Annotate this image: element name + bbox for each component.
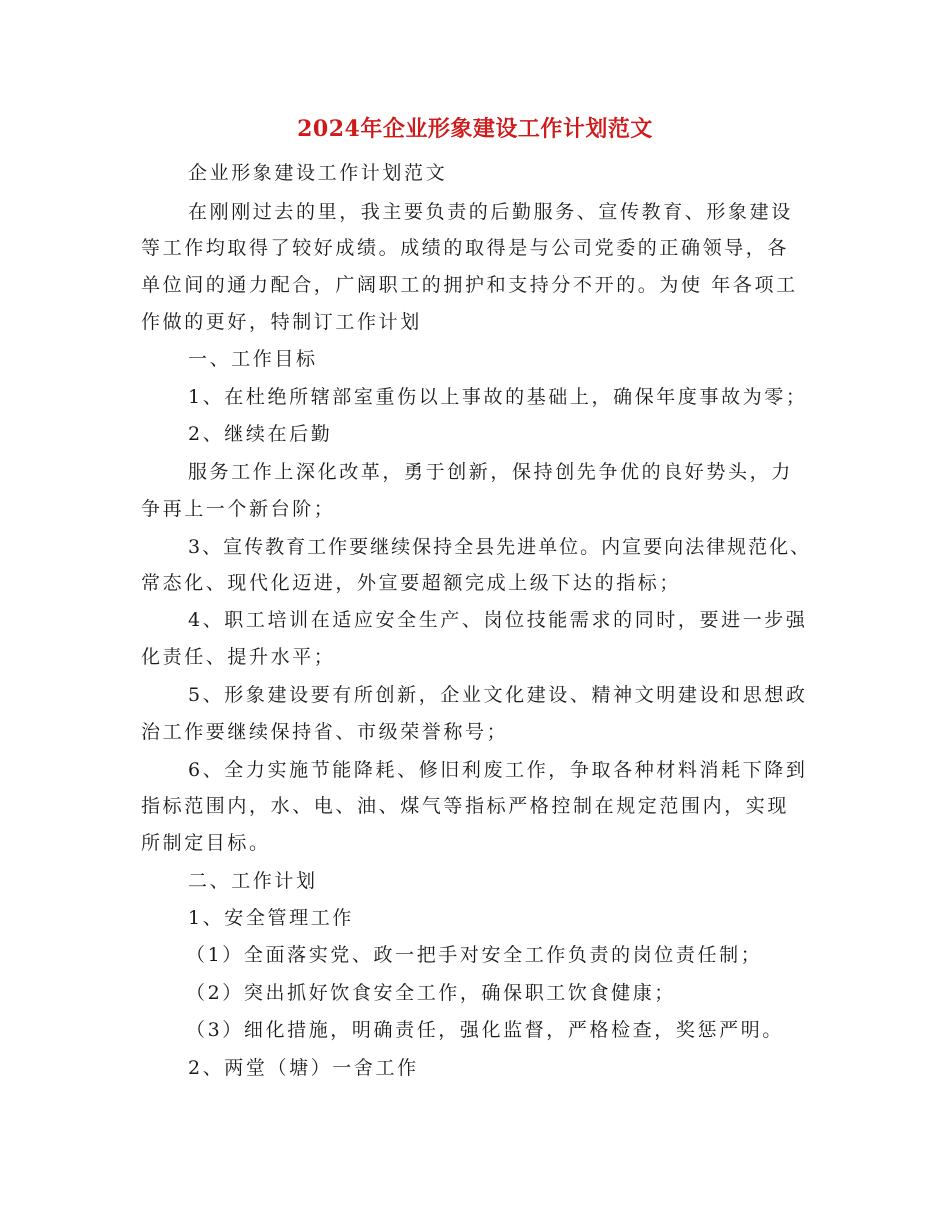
sub-list-item: （2）突出抓好饮食安全工作，确保职工饮食健康； <box>186 982 676 1004</box>
list-item: 5、形象建设要有所创新，企业文化建设、精神文明建设和思想政 <box>188 684 808 706</box>
paragraph-line: 单位间的通力配合，广阔职工的拥护和支持分不开的。为使 年各项工 <box>141 274 798 296</box>
section-heading: 二、工作计划 <box>188 870 318 892</box>
section-heading: 一、工作目标 <box>188 348 318 370</box>
list-item: 2、两堂（塘）一舍工作 <box>188 1057 419 1079</box>
paragraph-line: 化责任、提升水平； <box>141 646 336 668</box>
paragraph-line: 所制定目标。 <box>141 832 271 854</box>
paragraph-line: 企业形象建设工作计划范文 <box>188 162 448 184</box>
paragraph-line: 等工作均取得了较好成绩。成绩的取得是与公司党委的正确领导，各 <box>141 237 790 259</box>
paragraph-line: 服务工作上深化改革，勇于创新，保持创先争优的良好势头，力 <box>188 461 793 483</box>
list-item: 1、安全管理工作 <box>188 907 354 929</box>
paragraph-line: 作做的更好，特制订工作计划 <box>141 311 422 333</box>
paragraph-line: 指标范围内，水、电、油、煤气等指标严格控制在规定范围内，实现 <box>141 795 790 817</box>
list-item: 6、全力实施节能降耗、修旧利废工作，争取各种材料消耗下降到 <box>188 759 808 781</box>
list-item: 3、宣传教育工作要继续保持全县先进单位。内宣要向法律规范化、 <box>188 536 812 558</box>
list-item: 4、职工培训在适应安全生产、岗位技能需求的同时，要进一步强 <box>188 609 808 631</box>
document-title: 2024年企业形象建设工作计划范文 <box>297 116 653 142</box>
list-item: 1、在杜绝所辖部室重伤以上事故的基础上，确保年度事故为零； <box>188 386 808 408</box>
paragraph-line: 在刚刚过去的里，我主要负责的后勤服务、宣传教育、形象建设 <box>188 201 793 223</box>
paragraph-line: 治工作要继续保持省、市级荣誉称号； <box>141 721 509 743</box>
sub-list-item: （1）全面落实党、政一把手对安全工作负责的岗位责任制； <box>186 944 763 966</box>
list-item: 2、继续在后勤 <box>188 423 333 445</box>
sub-list-item: （3）细化措施，明确责任，强化监督，严格检查，奖惩严明。 <box>186 1019 784 1041</box>
paragraph-line: 常态化、现代化迈进，外宣要超额完成上级下达的指标； <box>141 572 682 594</box>
paragraph-line: 争再上一个新台阶； <box>141 498 336 520</box>
